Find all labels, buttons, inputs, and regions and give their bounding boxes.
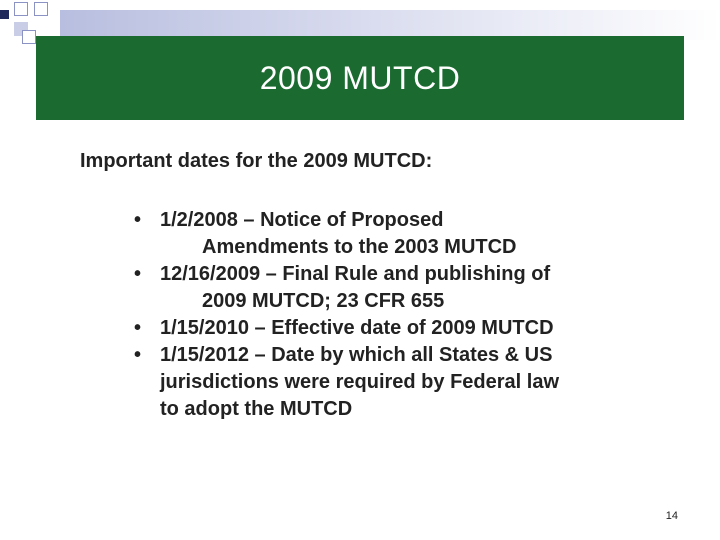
bullet-text-line2: Amendments to the 2003 MUTCD [202, 236, 517, 258]
slide-title: 2009 MUTCD [259, 59, 461, 96]
bullet-item [128, 342, 658, 423]
bullet-dot: • [134, 209, 142, 231]
bullet-list [128, 207, 658, 423]
decor-square-3 [34, 2, 48, 16]
bullet-text-line1: 1/2/2008 – Notice of Proposed [160, 209, 444, 231]
bullet-text-line1: 12/16/2009 – Final Rule and publishing of [160, 263, 551, 285]
bullet-dot: • [134, 317, 142, 339]
bullet-text-line2: 2009 MUTCD; 23 CFR 655 [202, 290, 445, 312]
title-bar [36, 36, 684, 120]
bullet-dot: • [134, 263, 142, 285]
decor-square-1 [0, 10, 9, 19]
bullet-item [128, 261, 658, 315]
page-number: 14 [665, 510, 678, 522]
bullet-dot: • [134, 344, 142, 366]
bullet-text-line2: jurisdictions were required by Federal law [160, 371, 560, 393]
bullet-text-line1: 1/15/2010 – Effective date of 2009 MUTCD [160, 317, 554, 339]
bullet-item [128, 207, 658, 261]
bullet-text-line3: to adopt the MUTCD [160, 398, 353, 420]
bullet-item [128, 315, 658, 342]
bullet-text-line1: 1/15/2012 – Date by which all States & US [160, 344, 553, 366]
decor-square-5 [22, 30, 36, 44]
decor-square-2 [14, 2, 28, 16]
intro-text: Important dates for the 2009 MUTCD: [80, 150, 433, 172]
